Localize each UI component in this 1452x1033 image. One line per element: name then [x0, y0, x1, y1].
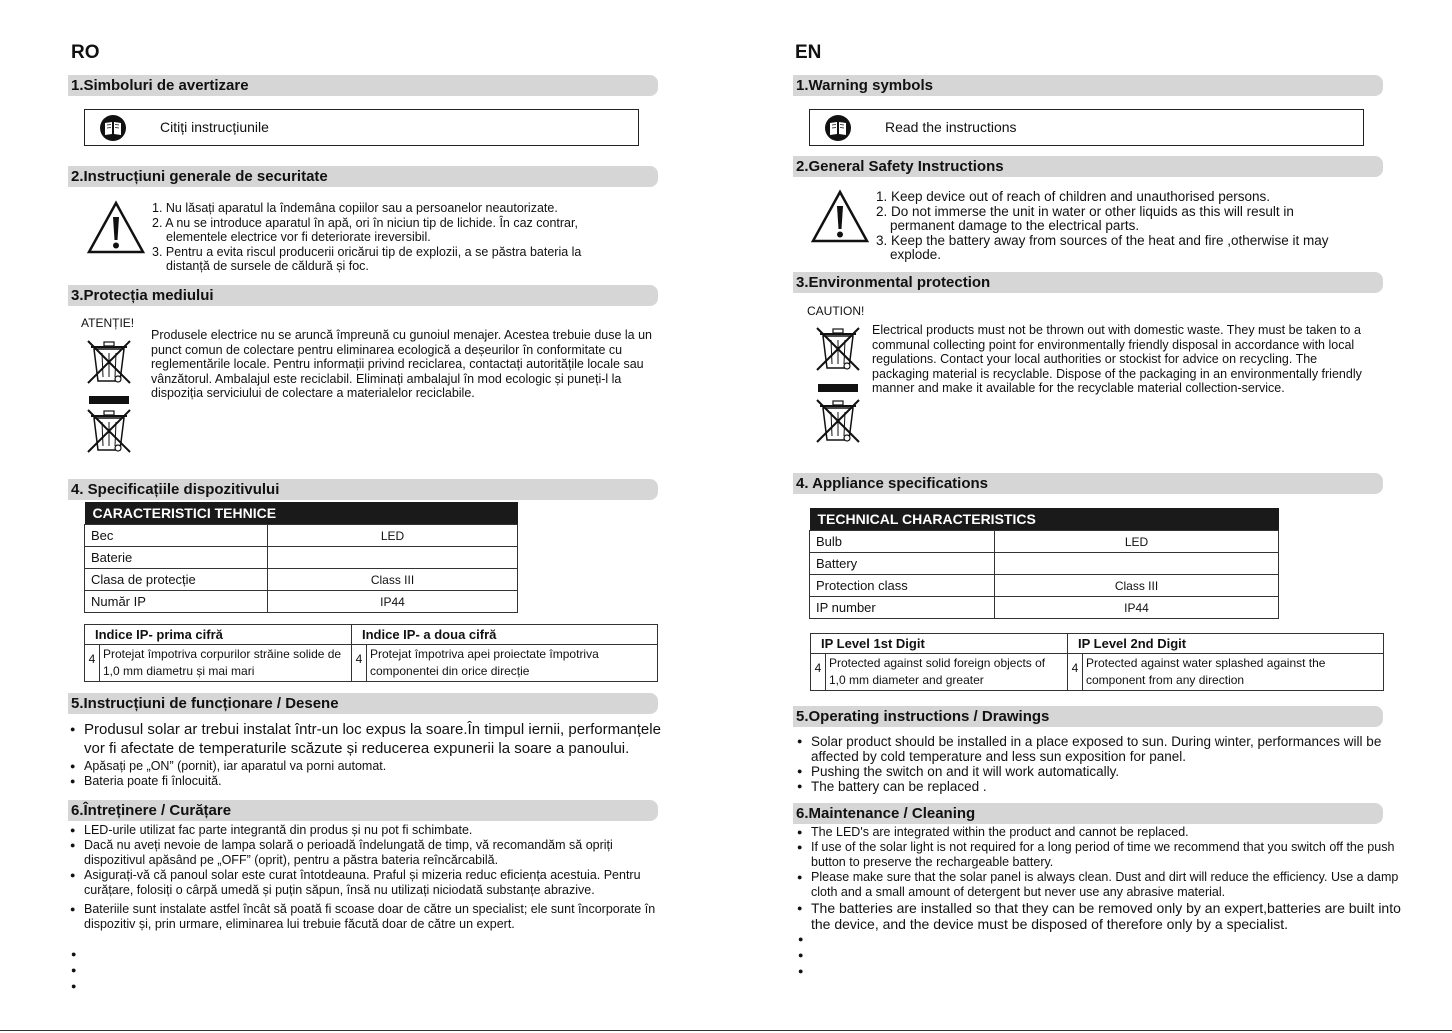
- spec-label: Bec: [85, 525, 268, 547]
- list-item: ● Bateria poate fi înlocuită.: [70, 774, 670, 789]
- spec-table-header: TECHNICAL CHARACTERISTICS: [810, 508, 1279, 531]
- spec-label: Baterie: [85, 547, 268, 569]
- table-row: [810, 575, 1279, 597]
- read-instructions-text: Citiți instrucțiunile: [160, 119, 269, 135]
- safety-item: 1. Keep device out of reach of children and unauthorised persons.: [876, 189, 1271, 204]
- read-manual-icon: [99, 114, 127, 142]
- caution-label: CAUTION!: [807, 304, 865, 318]
- list-item: ● Produsul solar ar trebui instalat într-un loc expus la soare.În timpul iernii, performanțele vor fi afectate de temperaturile scăzute și reducerea expunerii la soare a panoului.: [70, 720, 670, 758]
- list-item: ● If use of the solar light is not required for a long period of time we recommend that you switch off the push button to preserve the rechargeable battery.: [797, 840, 1407, 870]
- warning-triangle-icon: [810, 189, 870, 244]
- table-row: [85, 525, 518, 547]
- read-instructions-text: Read the instructions: [885, 119, 1017, 135]
- section-title-environment: 3.Protecția mediului: [68, 285, 658, 306]
- safety-list: [876, 190, 1336, 263]
- list-item: ● The battery can be replaced .: [797, 779, 1397, 794]
- list-item: ● The LED's are integrated within the product and cannot be replaced.: [797, 825, 1407, 840]
- list-item: ● Bateriile sunt instalate astfel încât să poată fi scoase doar de către un specialist; ele sunt încorporate în dispozitiv și, prin urmare, eliminarea lui trebuie făcută doar de către un expert.: [70, 902, 670, 932]
- read-manual-icon: [824, 114, 852, 142]
- ip-description: Protejat împotriva corpurilor străine solide de 1,0 mm diametru și mai mari: [100, 645, 352, 682]
- environment-text: Produsele electrice nu se aruncă împreună cu gunoiul menajer. Acestea trebuie duse la un punct comun de colectare pentru eliminarea ecologică a deșeurilor în conformitate cu reglementările locale. Pentru informații privind reciclarea, contactați autoritățile locale sau vânzătorul. Ambalajul este reciclabil. Eliminați ambalajul în mod ecologic și puneți-l la dispoziția serviciului de colectare a materialelor reciclabile.: [151, 328, 653, 400]
- list-item: ● Pushing the switch on and it will work automatically.: [797, 764, 1397, 779]
- operating-list-main: [70, 720, 670, 758]
- list-item: ● Apăsați pe „ON” (pornit), iar aparatul va porni automat.: [70, 759, 670, 774]
- spec-value: IP44: [268, 591, 518, 613]
- spec-value: LED: [995, 531, 1279, 553]
- safety-item: 3. Pentru a evita riscul producerii oricărui tip de explozii, a se păstra bateria la distanță de sursele de căldură și foc.: [152, 244, 582, 273]
- table-row: [85, 569, 518, 591]
- table-row: [810, 597, 1279, 619]
- environment-text: Electrical products must not be thrown out with domestic waste. They must be taken to a communal collecting point for environmentally friendly disposal in accordance with local regulations. Contact your local authorities or stockist for advice on recycling. The packaging material is recyclable. Dispose of the packaging in an environmentally friendly manner and make it available for the recyclable material collection-service.: [872, 323, 1362, 395]
- spec-label: IP number: [810, 597, 995, 619]
- list-item: ● Please make sure that the solar panel is always clean. Dust and dirt will reduce the efficiency. Use a damp cloth and a small amount of detergent but never use any abrasive material.: [797, 870, 1407, 900]
- spec-label: Protection class: [810, 575, 995, 597]
- spec-value: Class III: [995, 575, 1279, 597]
- spec-label: Bulb: [810, 531, 995, 553]
- page-ro: [0, 0, 690, 1030]
- safety-item: 2. Do not immerse the unit in water or other liquids as this will result in permanent damage to the electrical parts.: [876, 203, 1294, 233]
- spec-table-header: CARACTERISTICI TEHNICE: [85, 502, 518, 525]
- bottom-rule: [0, 1030, 1452, 1031]
- ip-header-first: Indice IP- prima cifră: [85, 625, 352, 645]
- section-title-operating: 5.Instrucțiuni de funcționare / Desene: [68, 693, 658, 714]
- spec-value: Class III: [268, 569, 518, 591]
- ip-digit: 4: [1068, 654, 1083, 691]
- weee-bar-icon: [89, 396, 129, 404]
- ip-header-second: Indice IP- a doua cifră: [352, 625, 658, 645]
- ip-description: Protected against solid foreign objects of 1,0 mm diameter and greater: [826, 654, 1068, 691]
- section-title-safety: 2.General Safety Instructions: [793, 156, 1383, 177]
- language-label: RO: [71, 42, 100, 63]
- weee-bar-icon: [818, 384, 858, 392]
- spec-label: Număr IP: [85, 591, 268, 613]
- section-title-warning-symbols: 1.Warning symbols: [793, 75, 1383, 96]
- ip-description: Protejat împotriva apei proiectate împotriva componentei din orice direcție: [367, 645, 658, 682]
- ip-digit: 4: [85, 645, 100, 682]
- section-title-environment: 3.Environmental protection: [793, 272, 1383, 293]
- weee-bin-icon: [84, 337, 134, 385]
- weee-bin-icon: [813, 396, 863, 444]
- list-item: ● Dacă nu aveți nevoie de lampa solară o perioadă îndelungată de timp, vă recomandăm să opriți dispozitivul apăsând pe „OFF” (oprit), pentru a păstra bateria reîncărcabilă.: [70, 838, 670, 868]
- spec-value: LED: [268, 525, 518, 547]
- ip-digit: 4: [352, 645, 367, 682]
- spec-table: [84, 502, 518, 613]
- section-title-warning-symbols: 1.Simboluri de avertizare: [68, 75, 658, 96]
- ip-header-second: IP Level 2nd Digit: [1068, 634, 1384, 654]
- read-instructions-box: [809, 109, 1364, 146]
- safety-item: 3. Keep the battery away from sources of the heat and fire ,otherwise it may explode.: [876, 232, 1329, 262]
- section-title-maintenance: 6.Întreținere / Curățare: [68, 800, 658, 821]
- table-row: [810, 553, 1279, 575]
- caution-label: ATENȚIE!: [81, 316, 135, 330]
- spec-value: [995, 553, 1279, 575]
- table-row: [811, 654, 1384, 691]
- maintenance-list: [70, 823, 670, 932]
- list-item: ● The batteries are installed so that they can be removed only by an expert,batteries are built into the device, and the device must be disposed of therefore only by a specialist.: [797, 900, 1407, 932]
- ip-table: [810, 633, 1384, 691]
- maintenance-list: [797, 825, 1407, 932]
- list-item: ● Solar product should be installed in a place exposed to sun. During winter, performances will be affected by cold temperature and less sun exposition for panel.: [797, 734, 1397, 764]
- list-item: ● LED-urile utilizat fac parte integrantă din produs și nu pot fi schimbate.: [70, 823, 670, 838]
- ip-description: Protected against water splashed against the component from any direction: [1083, 654, 1384, 691]
- spec-table: [809, 508, 1279, 619]
- language-label: EN: [795, 42, 822, 63]
- weee-bin-icon: [813, 324, 863, 372]
- table-row: [85, 547, 518, 569]
- section-title-specifications: 4. Appliance specifications: [793, 473, 1383, 494]
- warning-triangle-icon: [86, 200, 146, 255]
- section-title-maintenance: 6.Maintenance / Cleaning: [793, 803, 1383, 824]
- table-row: [810, 531, 1279, 553]
- table-row: [85, 645, 658, 682]
- spec-value: [268, 547, 518, 569]
- section-title-safety: 2.Instrucțiuni generale de securitate: [68, 166, 658, 187]
- page-en: [726, 0, 1426, 1030]
- section-title-operating: 5.Operating instructions / Drawings: [793, 706, 1383, 727]
- table-row: [85, 591, 518, 613]
- ip-table: [84, 624, 658, 682]
- safety-item: 2. A nu se introduce aparatul în apă, ori în niciun tip de lichide. În caz contrar, elementele electrice vor fi deteriorate ireversibil.: [152, 215, 578, 244]
- operating-list: [70, 759, 670, 789]
- ip-header-first: IP Level 1st Digit: [811, 634, 1068, 654]
- section-title-specifications: 4. Specificațiile dispozitivului: [68, 479, 658, 500]
- spec-label: Battery: [810, 553, 995, 575]
- ip-digit: 4: [811, 654, 826, 691]
- spec-label: Clasa de protecție: [85, 569, 268, 591]
- safety-list: [152, 201, 622, 274]
- spec-value: IP44: [995, 597, 1279, 619]
- operating-list: [797, 734, 1397, 794]
- read-instructions-box: [84, 109, 639, 146]
- list-item: ● Asigurați-vă că panoul solar este curat întotdeauna. Praful și mizeria reduc eficiența acestuia. Pentru curățare, folosiți o cârpă umedă și puțin săpun, însă nu utilizați niciodată substanțe abrazive.: [70, 868, 670, 898]
- weee-bin-icon: [84, 406, 134, 454]
- safety-item: 1. Nu lăsați aparatul la îndemâna copiilor sau a persoanelor neautorizate.: [152, 201, 558, 215]
